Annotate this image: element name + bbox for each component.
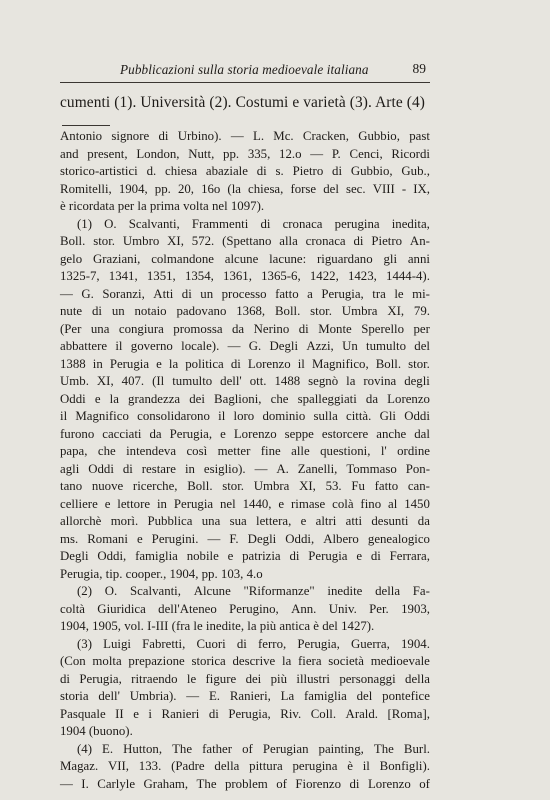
running-title: Pubblicazioni sulla storia medioevale italiana — [120, 62, 369, 77]
page-number: 89 — [412, 61, 426, 76]
text-line: Romitelli, 1904, pp. 20, 16o (la chiesa, forse del sec. VIII - IX, — [60, 181, 430, 196]
text-line: nute di un notaio padovano 1368, Boll. stor. Umbra XI, 79. — [60, 304, 430, 318]
text-line: (3) Luigi Fabretti, Cuori di ferro, Perugia, Guerra, 1904. — [77, 636, 430, 651]
text-line: Magaz. VII, 133. (Padre della pittura perugina è il Bonfigli). — [60, 759, 430, 773]
text-line: 1388 in Perugia e la politica di Lorenzo il Magnifico, Boll. stor. — [60, 356, 430, 371]
text-line: allorchè morì. Pubblica una sua lettera, e altri atti desunti da — [60, 514, 430, 528]
text-line: abbattere il governo locale). — G. Degli Azzi, Un tumulto del — [60, 339, 430, 353]
text-line: 1904 (buono). — [60, 724, 133, 738]
text-line: (Per una congiura promossa da Nerino di Monte Sperello per — [60, 321, 430, 336]
text-line: (2) O. Scalvanti, Alcune "Riformanze" inedite della Fa- — [77, 584, 430, 598]
text-line: ms. Romani e Perugini. — F. Degli Oddi, Albero genealogico — [60, 531, 430, 546]
text-line: furono cacciati da Perugia, e Lorenzo seppe estorcere anche dal — [60, 426, 430, 441]
text-line: Degli Oddi, famiglia nobile e patrizia di Perugia e di Ferrara, — [60, 549, 430, 563]
text-line: agli Oddi di restare in esiglio). — A. Zanelli, Tommaso Pon- — [60, 461, 430, 476]
text-line: è ricordata per la prima volta nel 1097). — [60, 199, 265, 213]
text-line: 1904, 1905, vol. I-III (fra le inedite, la più antica è del 1427). — [60, 619, 375, 633]
text-line: Umb. XI, 407. (Il tumulto dell' ott. 1488 segnò la rovina degli — [60, 374, 430, 388]
text-line: celliere e lettore in Perugia nel 1440, e rimase colà fino al 1450 — [60, 496, 430, 511]
continuation-line: cumenti (1). Università (2). Costumi e varietà (3). Arte (4) — [60, 94, 426, 111]
text-line: di Perugia, ritraendo le figure dei più illustri personaggi della — [60, 671, 430, 686]
text-line: Oddi e la grandezza dei Baglioni, che spalleggiati da Lorenzo — [60, 391, 430, 406]
text-line: papa, che intendeva così metter fine alle questioni, l' ordine — [60, 444, 430, 458]
text-line: Boll. stor. Umbro XI, 572. (Spettano alla cronaca di Pietro An- — [60, 234, 430, 248]
text-line: il Magnifico consolidarono il loro dominio sulla città. Gli Oddi — [60, 409, 430, 423]
text-line: tano nuove ricerche, Boll. stor. Umbra XI, 53. Fu fatto can- — [60, 479, 430, 493]
text-line: coltà Giuridica dell'Ateneo Perugino, Ann. Univ. Per. 1903, — [60, 601, 430, 616]
text-line: and present, London, Nutt, pp. 335, 12.o — P. Cenci, Ricordi — [60, 146, 430, 161]
text-line: Antonio signore di Urbino). — L. Mc. Cracken, Gubbio, past — [60, 129, 430, 143]
text-line: (4) E. Hutton, The father of Perugian painting, The Burl. — [77, 741, 430, 756]
section-rule — [62, 125, 110, 126]
text-line: 1325-7, 1341, 1351, 1354, 1361, 1365-6, 1422, 1423, 1444-4). — [60, 269, 430, 283]
text-line: Pasquale II e i Ranieri di Perugia, Riv. Coll. Arald. [Roma], — [60, 706, 430, 721]
text-line: Perugia, tip. cooper., 1904, pp. 103, 4.o — [60, 566, 263, 581]
text-line: — I. Carlyle Graham, The problem of Fiorenzo di Lorenzo of — [60, 776, 430, 791]
running-head — [60, 62, 430, 83]
text-line: — G. Soranzi, Atti di un processo fatto a Perugia, tra le mi- — [60, 286, 430, 301]
body-text — [60, 128, 430, 793]
text-line: storia dell' Umbria). — E. Ranieri, La famiglia del pontefice — [60, 689, 430, 703]
text-line: (1) O. Scalvanti, Frammenti di cronaca perugina inedita, — [77, 216, 430, 231]
text-line: storico-artistici d. chiesa abaziale di s. Pietro di Gubbio, Gub., — [60, 164, 430, 178]
text-line: (Con molta prepazione storica descrive la fiera società medioevale — [60, 654, 430, 668]
text-line: gelo Graziani, colmandone alcune lacune: riguardano gli anni — [60, 251, 430, 266]
